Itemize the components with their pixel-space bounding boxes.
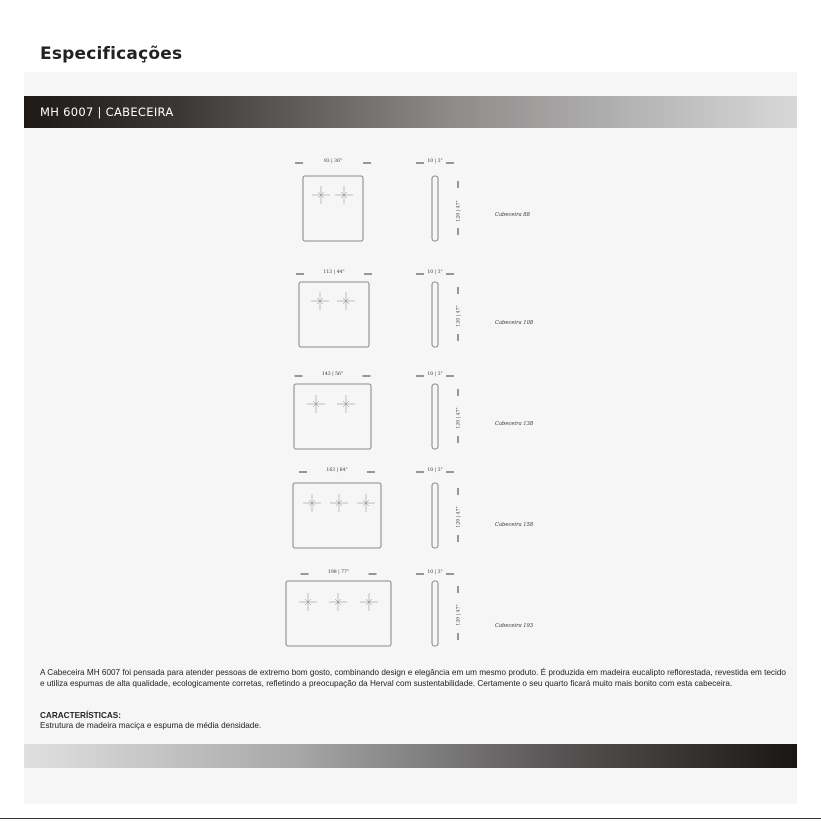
side-view-outline bbox=[432, 581, 438, 646]
page-title: Especificações bbox=[40, 44, 183, 64]
depth-dimension: 10 | 3" bbox=[427, 468, 443, 473]
tuft-mark bbox=[303, 494, 321, 512]
width-dimension: 93 | 36" bbox=[323, 159, 343, 164]
front-view-outline bbox=[286, 581, 391, 646]
section-header-label: MH 6007 | CABECEIRA bbox=[40, 105, 174, 119]
footer-bar bbox=[24, 744, 797, 768]
height-dimension: 120 | 47" bbox=[456, 407, 462, 429]
model-label: Cabeceira 158 bbox=[495, 522, 534, 528]
tuft-mark bbox=[312, 186, 330, 204]
width-dimension: 198 | 77" bbox=[327, 570, 350, 575]
tuft-mark bbox=[299, 593, 317, 611]
tuft-mark bbox=[307, 395, 325, 413]
width-dimension: 113 | 44" bbox=[323, 270, 345, 275]
depth-dimension: 10 | 3" bbox=[427, 159, 443, 164]
tuft-mark bbox=[360, 593, 378, 611]
height-dimension: 120 | 47" bbox=[456, 604, 462, 626]
width-dimension: 163 | 64" bbox=[326, 468, 348, 473]
side-view-outline bbox=[432, 384, 438, 449]
model-label: Cabeceira 138 bbox=[495, 421, 534, 427]
tuft-mark bbox=[335, 186, 353, 204]
depth-dimension: 10 | 3" bbox=[427, 570, 443, 575]
model-label: Cabeceira 108 bbox=[495, 320, 534, 326]
characteristics-text: Estrutura de madeira maciça e espuma de média densidade. bbox=[40, 721, 262, 730]
front-view-outline bbox=[303, 176, 363, 241]
characteristics-title: CARACTERÍSTICAS: bbox=[40, 711, 121, 720]
model-label: Cabeceira 88 bbox=[495, 212, 530, 218]
front-view-outline bbox=[294, 384, 371, 449]
model-label: Cabeceira 193 bbox=[495, 623, 534, 629]
side-view-outline bbox=[432, 176, 438, 241]
front-view-outline bbox=[299, 282, 369, 347]
depth-dimension: 10 | 3" bbox=[427, 372, 443, 377]
depth-dimension: 10 | 3" bbox=[427, 270, 443, 275]
tuft-mark bbox=[357, 494, 375, 512]
front-view-outline bbox=[293, 483, 381, 548]
tuft-mark bbox=[311, 292, 329, 310]
tuft-mark bbox=[337, 395, 355, 413]
side-view-outline bbox=[432, 282, 438, 347]
tuft-mark bbox=[330, 494, 348, 512]
bottom-divider bbox=[0, 818, 821, 819]
height-dimension: 120 | 47" bbox=[456, 200, 462, 222]
height-dimension: 120 | 47" bbox=[456, 506, 462, 528]
tuft-mark bbox=[337, 292, 355, 310]
height-dimension: 120 | 47" bbox=[456, 305, 462, 327]
side-view-outline bbox=[432, 483, 438, 548]
product-description: A Cabeceira MH 6007 foi pensada para atender pessoas de extremo bom gosto, combinando design e elegância em um mesmo produto. É produzida em madeira eucalipto reflorestada, revestida em tecido e utiliza espumas de alta qualidade, ecologicamente corretas, refletindo a preocupação da Herval com sustentabilidade. Certamente o seu quarto ficará muito mais bonito com esta cabeceira. bbox=[40, 668, 786, 688]
tuft-mark bbox=[329, 593, 347, 611]
width-dimension: 143 | 56" bbox=[321, 372, 344, 377]
